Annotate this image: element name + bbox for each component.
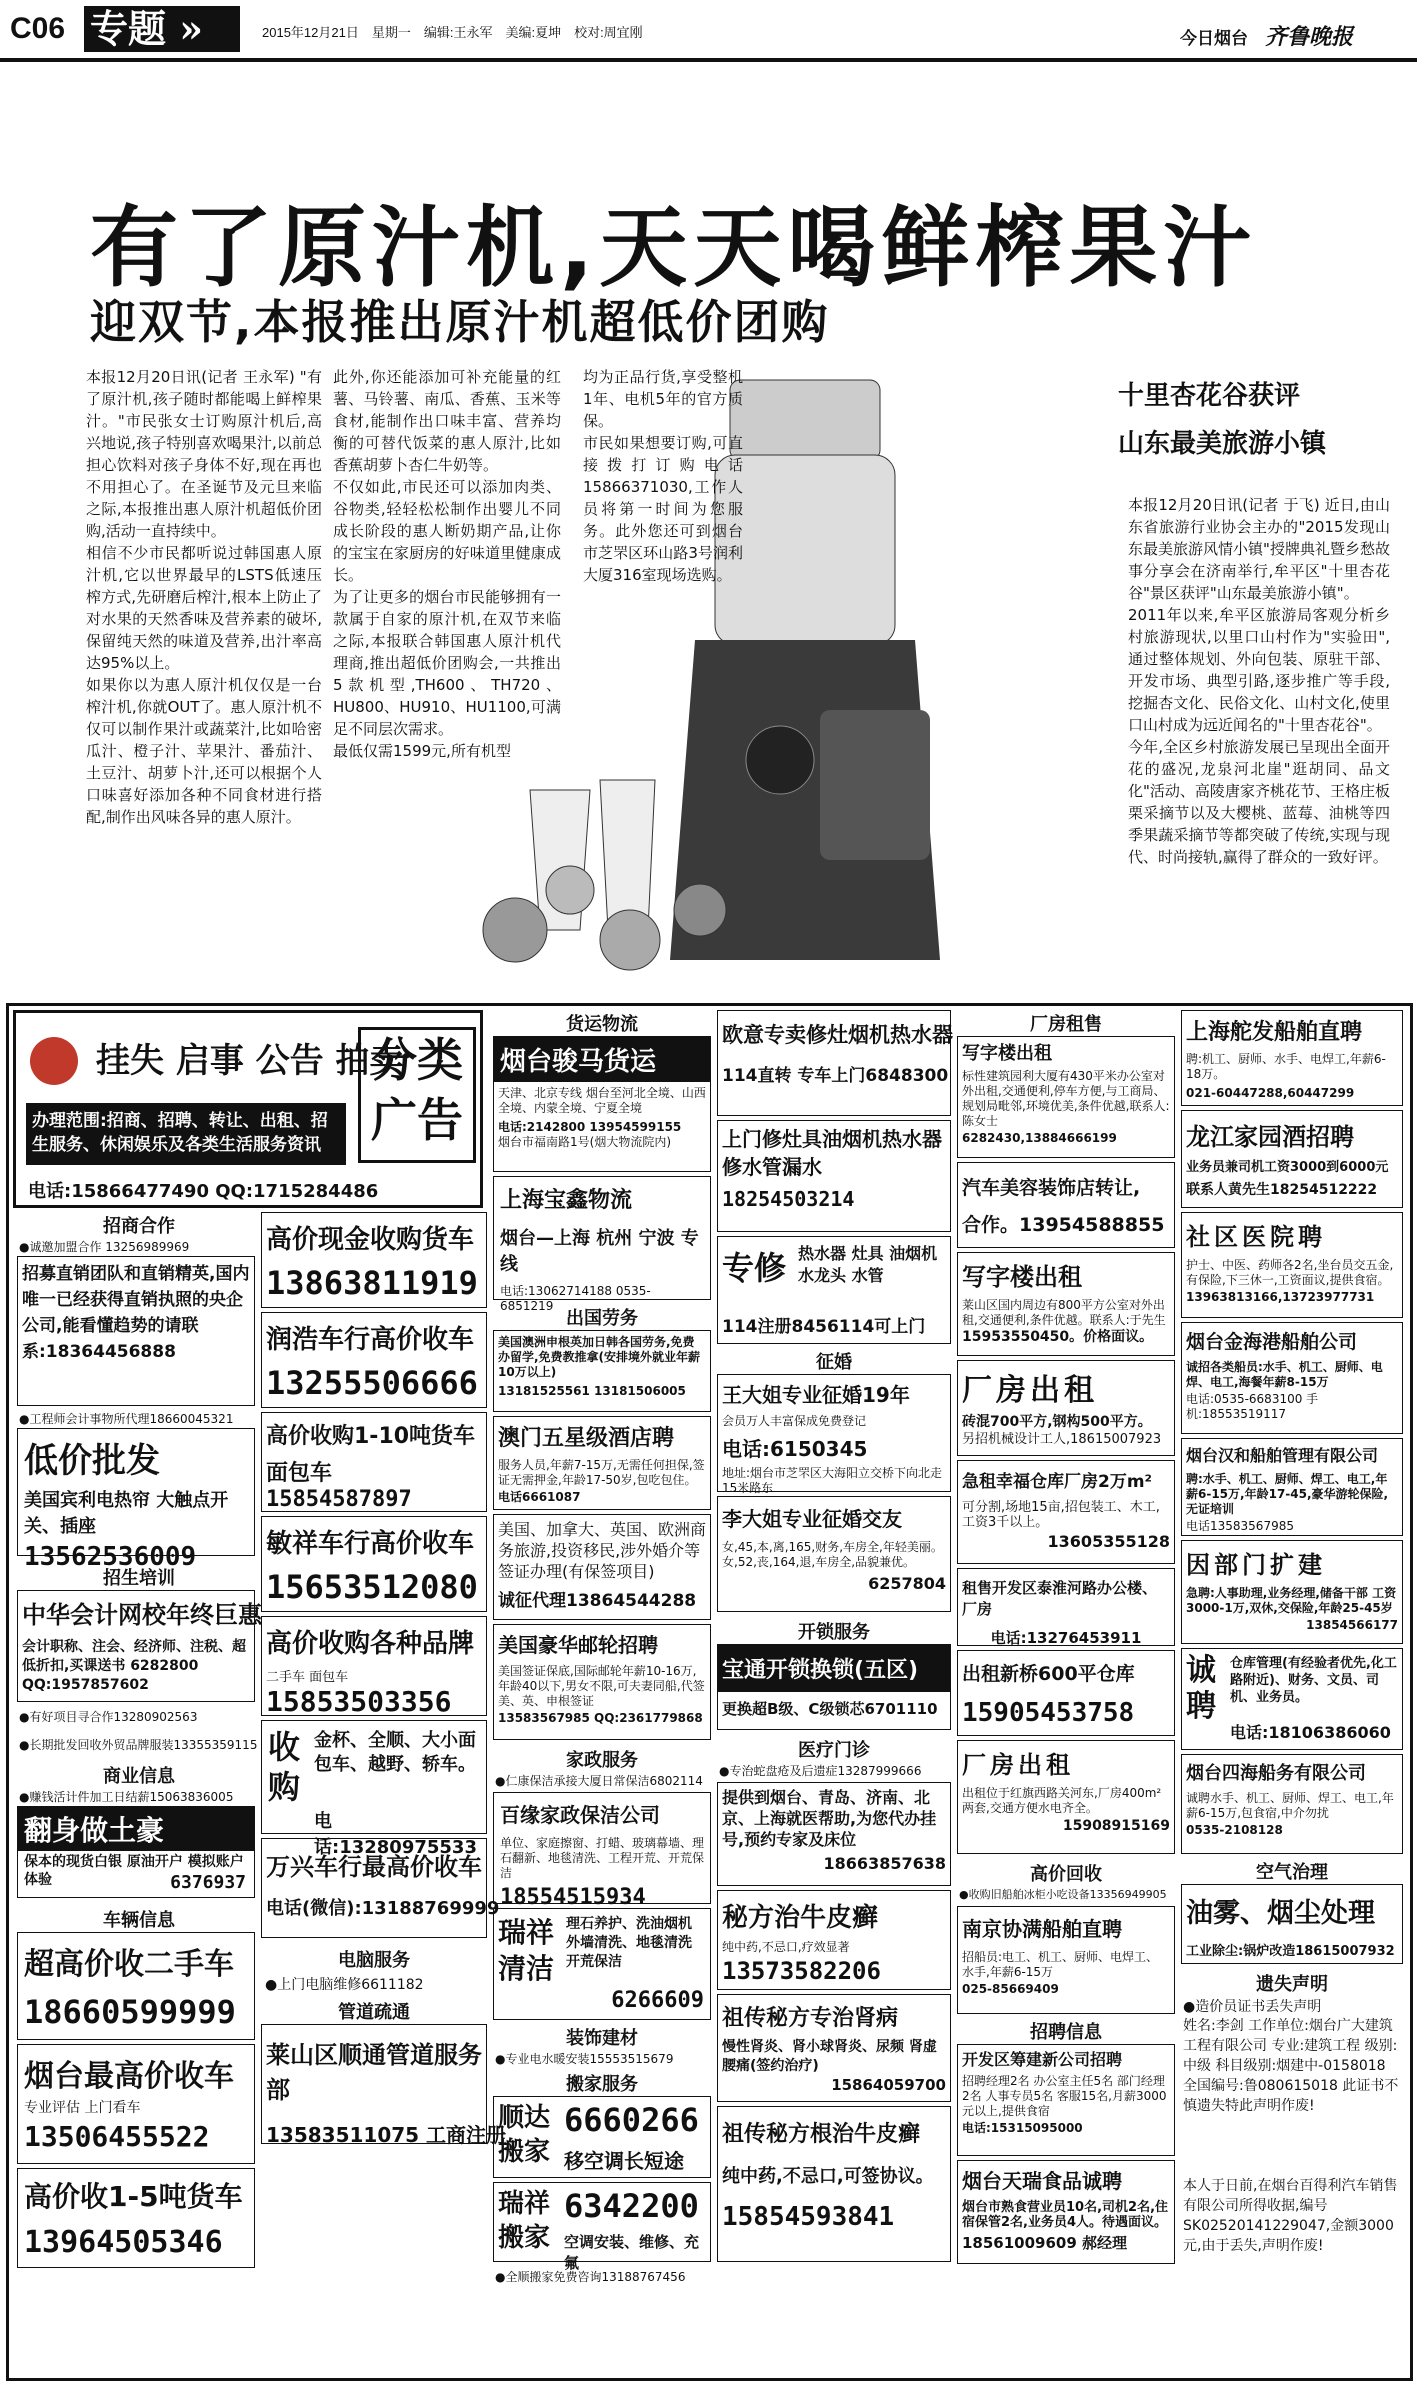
ad-wangdajie-body: 会员万人丰富保成免费登记 bbox=[722, 1414, 867, 1428]
ad-longjiang-title: 龙江家园酒招聘 bbox=[1186, 1123, 1354, 1151]
ad-sihai bbox=[1181, 1754, 1403, 1854]
section-huishou: 高价回收 bbox=[1030, 1864, 1102, 1885]
ad-changfang-2 bbox=[957, 1740, 1175, 1854]
header-meta: 2015年12月21日 星期一 编辑:王永军 美编:夏坤 校对:周宜刚 bbox=[262, 25, 643, 40]
ad-chengpin bbox=[1181, 1648, 1403, 1750]
ad-youwu-tel: 工业除尘:锅炉改造18615007932 bbox=[1186, 1944, 1395, 1959]
double-chevron-icon: » bbox=[179, 6, 203, 51]
dot-ad-11: ●收购旧船舶冰柜小吃设备13356949905 bbox=[959, 1888, 1167, 1901]
ad-youwu bbox=[1181, 1884, 1403, 1964]
ad-runhao-title: 润浩车行高价收车 bbox=[266, 1325, 475, 1355]
ad-youlun-title: 美国豪华邮轮招聘 bbox=[498, 1633, 658, 1657]
ad-xinqiao-title: 出租新桥600平仓库 bbox=[962, 1663, 1135, 1685]
article-col-1: 本报12月20日讯(记者 王永军) "有了原汁机,孩子随时都能喝上鲜榨果汁。"市民张女士订购原汁机后,高兴地说,孩子特别喜欢喝果汁,以前总担心饮料对孩子身体不好,现在再也不用担心了。在圣诞节及元旦来临之际,本报推出惠人原汁机超低价团购,活动一直持续中。 相信不少市民都听说过韩国惠人原汁机,它以世界最早的LSTS低速压榨方式,先研磨后榨汁,根本上防止了对水果的天然香味及营养素的破坏,保留纯天然的味道及营养,出汁率高达95%以上。 如果你以为惠人原汁机仅仅是一台榨汁机,你就OUT了。惠人原汁机不仅可以制作果汁或蔬菜汁,比如哈密瓜汁、橙子汁、苹果汁、番茄汁、土豆汁、胡萝卜汁,还可以根据个人口味喜好添加各种不同食材进行搭配,制作出风味各异的惠人原汁。 bbox=[86, 368, 322, 826]
ad-baoxin-tel: 电话:13062714188 0535-6851219 bbox=[500, 1284, 651, 1313]
ad-kuojian bbox=[1181, 1540, 1403, 1644]
ad-guandao-title: 莱山区顺通管道服务部 bbox=[266, 2041, 482, 2104]
notice-yishi-1: 姓名:李剑 工作单位:烟台广大建筑工程有限公司 专业:建筑工程 级别:中级 科目级别:烟建中-0158018 全国编号:鲁080615018 此证书不慎遗失特此声明作废! bbox=[1183, 2018, 1399, 2114]
ad-junma-body: 天津、北京专线 烟台至河北全境、山西全境、内蒙全境、宁夏全境 bbox=[498, 1086, 706, 1115]
section-banjia: 搬家服务 bbox=[566, 2074, 638, 2095]
ad-xiezilou-1-title: 写字楼出租 bbox=[962, 1043, 1052, 1064]
ad-tuhao-title: 翻身做土豪 bbox=[18, 1807, 254, 1851]
ad-huoche-10t-sub: 面包车 bbox=[266, 1461, 333, 1486]
ad-shangmen-tel: 18254503214 bbox=[722, 1187, 855, 1211]
ad-duofa-tel: 021-60447288,60447299 bbox=[1186, 1086, 1355, 1100]
ad-aomen-tel: 电话6661087 bbox=[498, 1490, 581, 1504]
ad-youwu-title: 油雾、烟尘处理 bbox=[1186, 1898, 1375, 1929]
ad-taihuaihe bbox=[957, 1568, 1175, 1646]
ad-nanjing-title: 南京协满船舶直聘 bbox=[962, 1917, 1122, 1941]
ad-aomen-body: 服务人员,年薪7-15万,无需任何担保,签证无需押金,年龄17-50岁,包吃包住。 bbox=[498, 1458, 705, 1487]
ad-laowu-tel: 13181525561 13181506005 bbox=[498, 1384, 686, 1398]
ad-lidajie-tel: 6257804 bbox=[868, 1574, 946, 1593]
ad-pinpai-tel: 15853503356 bbox=[266, 1685, 452, 1718]
ad-baoxin-title: 上海宝鑫物流 bbox=[500, 1188, 633, 1213]
ad-xiezilou-1-tel: 6282430,13884666199 bbox=[962, 1131, 1117, 1145]
section-chuguo: 出国劳务 bbox=[566, 1308, 638, 1329]
ad-junma-title: 烟台骏马货运 bbox=[494, 1037, 710, 1082]
ad-aomen-title: 澳门五星级酒店聘 bbox=[498, 1426, 675, 1451]
ad-baotong bbox=[717, 1644, 951, 1730]
right-article-title bbox=[1118, 372, 1388, 468]
ad-baiyuan bbox=[493, 1792, 711, 1910]
section-tag bbox=[84, 6, 240, 52]
ad-mifang-title: 秘方治牛皮癣 bbox=[722, 1903, 879, 1933]
ad-kaifaqu-tel: 电话:15315095000 bbox=[962, 2121, 1083, 2135]
ad-qiche-meirong-title: 汽车美容装饰店转让, bbox=[962, 1177, 1141, 1199]
ad-baotong-tel: 更换超B级、C级锁芯6701110 bbox=[722, 1700, 938, 1718]
ad-guandao-tel: 13583511075 工商注册 bbox=[266, 2123, 507, 2147]
ad-baiyuan-tel: 18554515934 bbox=[500, 1885, 646, 1910]
section-diannao: 电脑服务 bbox=[338, 1950, 410, 1971]
ad-baiyuan-body: 单位、家庭擦窗、打蜡、玻璃幕墙、理石翻新、地毯清洗、工程开荒、开荒保洁 bbox=[500, 1836, 705, 1880]
ad-zhuanxiu-body: 热水器 灶具 油烟机 水龙头 水管 bbox=[798, 1244, 938, 1285]
ad-qiche-meirong-tel: 合作。13954588855 bbox=[962, 1214, 1165, 1236]
ad-shougou bbox=[261, 1720, 487, 1858]
section-zhenghun: 征婚 bbox=[816, 1352, 852, 1373]
ad-shougou-title: 收购 bbox=[268, 1728, 301, 1806]
ad-ouyi-title: 欧意专卖修灶烟机热水器 bbox=[722, 1023, 953, 1047]
ad-hanhe-body: 聘:水手、机工、厨师、焊工、电工,年薪6-15万,年龄17-45,豪华游轮保险,无证培训 bbox=[1186, 1472, 1389, 1516]
ad-longjiang bbox=[1181, 1110, 1403, 1208]
ad-xinqiao bbox=[957, 1650, 1175, 1736]
section-shangye: 商业信息 bbox=[103, 1766, 175, 1787]
dot-ad-5: ●赚钱活计件加工日结薪15063836005 bbox=[19, 1790, 234, 1804]
ad-guandao bbox=[261, 2024, 507, 2147]
ad-shougou-tel: 电话:13280975533 bbox=[314, 1811, 477, 1858]
ad-junma-tel: 电话:2142800 13954599155 bbox=[498, 1120, 682, 1134]
ad-pixuan-body: 纯中药,不忌口,可签协议。 bbox=[722, 2166, 934, 2187]
ad-xianjin-title: 高价现金收购货车 bbox=[266, 1225, 475, 1255]
ad-shenbing-tel: 15864059700 bbox=[831, 2076, 946, 2094]
ad-kuaiji bbox=[17, 1590, 262, 1702]
ad-baoxin bbox=[493, 1176, 711, 1313]
ad-xiezilou-1-body: 标性建筑园利大厦有430平米办公室对外出租,交通便利,停车方便,与工商局、规划局毗邻,环境优美,条件优越,联系人:陈女士 bbox=[962, 1069, 1170, 1128]
headline: 有了原汁机,天天喝鲜榨果汁 bbox=[90, 196, 1258, 299]
ad-jiuyi bbox=[717, 1782, 951, 1886]
ad-jiuyi-title: 提供到烟台、青岛、济南、北京、上海就医帮助,为您代办挂号,预约专家及床位 bbox=[722, 1788, 937, 1849]
brand-logo: 齐鲁晚报 bbox=[1265, 24, 1354, 50]
page-header bbox=[0, 0, 1417, 62]
ad-ruixiang-banjia-title: 瑞祥搬家 bbox=[498, 2189, 551, 2253]
juicer-photo bbox=[470, 370, 1030, 970]
ad-shouche-title: 烟台最高价收车 bbox=[24, 2059, 234, 2094]
ad-kuaiji-body: 会计职称、注会、经济师、注税、超低折扣,买课送书 6282800 QQ:1957857602 bbox=[22, 1639, 246, 1693]
banner-title: 挂失 启事 公告 拍卖 bbox=[96, 1041, 404, 1081]
ad-changfang-1 bbox=[957, 1360, 1175, 1456]
ad-qianzheng bbox=[493, 1514, 711, 1620]
ad-shequ bbox=[1181, 1212, 1403, 1318]
ad-xingfu bbox=[957, 1460, 1175, 1564]
ad-tuhao-body: 保本的现货白银 原油开户 模拟账户体验 bbox=[24, 1854, 244, 1888]
ad-tianrui-body: 烟台市熟食营业员10名,司机2名,住宿保管2名,业务员4人。待遇面议。 bbox=[962, 2200, 1169, 2230]
dot-ad-9: ●全顺搬家免费咨询13188767456 bbox=[495, 2270, 686, 2284]
ad-shougou-body: 金杯、全顺、大小面包车、越野、轿车。 bbox=[314, 1730, 476, 1775]
ad-huoche-title: 高价收1-5吨货车 bbox=[24, 2180, 243, 2213]
ad-hanhe-title: 烟台汉和船舶管理有限公司 bbox=[1186, 1446, 1379, 1465]
ad-kaifaqu-title: 开发区筹建新公司招聘 bbox=[962, 2050, 1123, 2069]
ad-xingfu-tel: 13605355128 bbox=[1047, 1532, 1170, 1551]
ad-zhuanxiu-tel: 114注册8456114可上门 bbox=[722, 1317, 926, 1337]
ad-jiuyi-tel: 18663857638 bbox=[823, 1854, 946, 1873]
section-yishi: 遗失声明 bbox=[1256, 1974, 1328, 1995]
ad-tianrui-title: 烟台天瑞食品诚聘 bbox=[962, 2169, 1122, 2193]
ad-mifang-tel: 13573582206 bbox=[722, 1957, 881, 1985]
ad-shequ-tel: 13963813166,13723977731 bbox=[1186, 1290, 1375, 1304]
ad-shenbing-body: 慢性肾炎、肾小球肾炎、尿频 肾虚腰痛(签约治疗) bbox=[722, 2039, 937, 2074]
ad-huoche-10t bbox=[261, 1412, 487, 1512]
ad-xianjin-tel: 13863811919 bbox=[266, 1264, 478, 1302]
ad-duofa-title: 上海舵发船舶直聘 bbox=[1186, 1020, 1363, 1045]
ad-ruixiang-banjia-body: 空调安装、维修、充氟 bbox=[564, 2233, 700, 2272]
ad-xingfu-body: 可分割,场地15亩,招包装工、木工,工资3千以上。 bbox=[962, 1500, 1160, 1530]
banner-tel: 电话:15866477490 QQ:1715284486 bbox=[28, 1181, 379, 1202]
ad-qiche-meirong bbox=[957, 1162, 1175, 1248]
header-rule bbox=[0, 58, 1417, 62]
ad-jinhaigang-title: 烟台金海港船舶公司 bbox=[1186, 1331, 1358, 1353]
notice-yishi-2: 本人于日前,在烟台百得利汽车销售有限公司所得收据,编号SK02520141229047,金额3000元,由于丢失,声明作废! bbox=[1183, 2178, 1398, 2254]
ad-changfang-2-title: 厂房出租 bbox=[962, 1751, 1074, 1779]
ad-huoche-10t-title: 高价收购1-10吨货车 bbox=[266, 1424, 476, 1449]
ad-shunda-tel: 6660266 bbox=[564, 2101, 699, 2139]
ad-lidajie bbox=[717, 1496, 951, 1612]
ad-shunda-title: 顺达搬家 bbox=[498, 2103, 551, 2167]
ad-jinhaigang bbox=[1181, 1322, 1403, 1434]
ad-sihai-tel: 0535-2108128 bbox=[1186, 1823, 1283, 1837]
ad-tuhao-tel: 6376937 bbox=[170, 1872, 246, 1893]
ad-nanjing bbox=[957, 1906, 1175, 2014]
ad-wanxing-title: 万兴车行最高价收车 bbox=[266, 1853, 482, 1881]
ad-xianjin bbox=[261, 1212, 487, 1308]
dot-ad-3: ●有好项目寻合作13280902563 bbox=[19, 1710, 198, 1724]
ad-mifang-body: 纯中药,不忌口,疗效显著 bbox=[722, 1940, 850, 1954]
ad-longjiang-body: 业务员兼司机工资3000到6000元 bbox=[1186, 1160, 1389, 1175]
ad-baoxin-body: 烟台—上海 杭州 宁波 专线 bbox=[500, 1228, 699, 1275]
ad-shangmen bbox=[717, 1120, 951, 1232]
ad-pifa-tel: 13562536009 bbox=[24, 1542, 197, 1572]
ad-ruixiang-qingjie-tel: 6266609 bbox=[611, 1988, 704, 2013]
ad-shenbing-title: 祖传秘方专治肾病 bbox=[722, 2006, 899, 2031]
dot-ad-12: ●造价员证书丢失声明 bbox=[1183, 1999, 1322, 2015]
ad-taihuaihe-tel: 电话:13276453911 bbox=[990, 1629, 1142, 1647]
ad-chengpin-body: 仓库管理(有经验者优先,化工路附近)、财务、文员、司机、业务员。 bbox=[1230, 1656, 1397, 1705]
ad-wangdajie-title: 王大姐专业征婚19年 bbox=[722, 1383, 910, 1407]
ad-kuojian-title: 因部门扩建 bbox=[1186, 1551, 1326, 1579]
ad-youlun bbox=[493, 1624, 711, 1740]
ad-xiezilou-2-tel: 15953550450。价格面议。 bbox=[962, 1329, 1154, 1345]
ad-kaifaqu-body: 招聘经理2名 办公室主任5名 部门经理2名 人事专员5名 客服15名,月薪3000元以上,提供食宿 bbox=[962, 2074, 1167, 2118]
ad-ruixiang-qingjie bbox=[493, 1908, 711, 2020]
dot-ad-4: ●长期批发回收外贸品牌服装13355359115 bbox=[19, 1738, 258, 1752]
section-kongqi: 空气治理 bbox=[1256, 1862, 1328, 1883]
ad-shouche bbox=[17, 2044, 255, 2164]
ad-shequ-body: 护士、中医、药师各2名,坐台员交五金,有保险,下三休一,工资面议,提供食宿。 bbox=[1186, 1258, 1394, 1287]
region-label: 今日烟台 bbox=[1180, 29, 1248, 49]
section-yiliao: 医疗门诊 bbox=[798, 1740, 870, 1761]
section-huoyun: 货运物流 bbox=[566, 1014, 638, 1035]
dot-ad-2: ●工程师会计事物所代理18660045321 bbox=[19, 1412, 234, 1426]
ad-pifa-body: 美国宾利电热帘 大触点开关、插座 bbox=[24, 1490, 229, 1537]
ad-tianrui bbox=[957, 2160, 1175, 2264]
ad-jinhaigang-tel: 电话:0535-6683100 手机:18553519117 bbox=[1186, 1392, 1319, 1421]
subheadline: 迎双节,本报推出原汁机超低价团购 bbox=[90, 295, 830, 349]
ad-xingfu-title: 急租幸福仓库厂房2万m² bbox=[962, 1472, 1152, 1492]
ad-tuhao bbox=[17, 1806, 255, 1898]
ad-ershouche bbox=[17, 1932, 255, 2040]
ad-ruixiang-qingjie-title: 瑞祥清洁 bbox=[498, 1916, 555, 1985]
ad-ruixiang-qingjie-body: 理石养护、洗油烟机 外墙清洗、地毯清洗 开荒保洁 bbox=[566, 1916, 692, 1970]
ad-baiyuan-title: 百缘家政保洁公司 bbox=[500, 1803, 660, 1827]
ad-shunda bbox=[493, 2096, 711, 2178]
ad-zhixiao-text: 招募直销团队和直销精英,国内唯一已经获得直销执照的央企公司,能看懂趋势的请联系:18364456888 bbox=[22, 1264, 250, 1362]
ad-ershouche-tel: 18660599999 bbox=[24, 1993, 236, 2031]
section-zhaoshang: 招商合作 bbox=[103, 1216, 175, 1237]
ad-xiezilou-2-title: 写字楼出租 bbox=[962, 1263, 1082, 1291]
ad-shunda-body: 移空调长短途 bbox=[564, 2149, 684, 2173]
ad-changfang-2-tel: 15908915169 bbox=[1062, 1818, 1170, 1834]
section-zhaosheng: 招生培训 bbox=[103, 1568, 175, 1589]
ad-lidajie-body: 女,45,本,离,165,财务,车房全,年轻美丽。女,52,丧,164,退,车房全,品貌兼优。 bbox=[722, 1540, 943, 1569]
ad-lidajie-title: 李大姐专业征婚交友 bbox=[722, 1507, 902, 1531]
ad-shouche-tel: 13506455522 bbox=[24, 2120, 210, 2153]
ad-kuojian-body: 急聘:人事助理,业务经理,储备干部 工资3000-1万,双休,交保险,年龄25-45岁 bbox=[1186, 1586, 1397, 1615]
ad-minxiang-tel: 15653512080 bbox=[266, 1568, 478, 1606]
section-zhuangxiu: 装饰建材 bbox=[566, 2028, 638, 2049]
dot-ad-6: ●上门电脑维修6611182 bbox=[265, 1977, 424, 1993]
ad-kaifaqu bbox=[957, 2044, 1175, 2156]
section-jiazheng: 家政服务 bbox=[566, 1750, 638, 1771]
ad-duofa-body: 聘:机工、厨师、水手、电焊工,年薪6-18万。 bbox=[1186, 1052, 1386, 1081]
ad-ruixiang-banjia bbox=[493, 2182, 711, 2272]
dot-ad-7: ●仁康保洁承接大厦日常保洁6802114 bbox=[495, 1774, 703, 1788]
ads-banner bbox=[13, 1010, 483, 1208]
ad-minxiang bbox=[261, 1516, 487, 1612]
ad-ouyi bbox=[717, 1010, 951, 1116]
right-article-body: 本报12月20日讯(记者 于飞) 近日,由山东省旅游行业协会主办的"2015发现山东最美旅游风情小镇"授牌典礼暨乡愁故事分享会在济南举行,牟平区"十里杏花谷"景区获评"山东最美旅游小镇"。 2011年以来,牟平区旅游局客观分析乡村旅游现状,以里口山村作为"实验田",通过整体规划、外向包装、原驻干部、开发市场、典型引路,逐步推广等手段,挖掘杏文化、民俗文化、山村文化,使里口山村成为远近闻名的"十里杏花谷"。 今年,全区乡村旅游发展已呈现出全面开花的盛况,龙泉河北崖"逛胡同、品文化"活动、高陵唐家齐桃花节、王格庄板栗采摘节以及大樱桃、蓝莓、油桃等四季果蔬采摘节等都突破了传统,实现与现代、时尚接轨,赢得了群众的一致好评。 bbox=[1128, 496, 1390, 866]
ad-huoche-tel: 13964505346 bbox=[24, 2225, 223, 2260]
ad-hanhe-tel: 电话13583567985 bbox=[1186, 1519, 1294, 1533]
section-label: 专题 bbox=[90, 6, 167, 51]
ad-junma-addr: 烟台市福南路1号(烟大物流院内) bbox=[498, 1135, 671, 1149]
ad-pifa bbox=[17, 1428, 255, 1572]
ad-pixuan-title: 祖传秘方根治牛皮癣 bbox=[722, 2122, 921, 2147]
dot-ad-8: ●专业电水暖安装15553515679 bbox=[495, 2052, 674, 2066]
ad-tianrui-tel: 18561009609 郝经理 bbox=[962, 2234, 1128, 2252]
banner-tag: 分类广告 bbox=[358, 1027, 476, 1163]
ad-changfang-1-title: 厂房出租 bbox=[962, 1373, 1098, 1408]
ad-wangdajie-tel: 电话:6150345 bbox=[722, 1437, 868, 1461]
section-guandao: 管道疏通 bbox=[338, 2002, 410, 2023]
ad-ruixiang-banjia-tel: 6342200 bbox=[564, 2187, 699, 2225]
ad-jinhaigang-body: 诚招各类船员:水手、机工、厨师、电焊、电工,海餐年薪8-15万 bbox=[1186, 1360, 1383, 1389]
ad-xinqiao-tel: 15905453758 bbox=[962, 1698, 1135, 1728]
ad-changfang-2-body: 出租位于红旗西路关河东,厂房400m²两套,交通方便水电齐全。 bbox=[962, 1786, 1162, 1815]
ad-kuojian-tel: 13854566177 bbox=[1306, 1618, 1398, 1632]
ad-sihai-title: 烟台四海船务有限公司 bbox=[1186, 1763, 1366, 1784]
header-right bbox=[1180, 20, 1353, 51]
ad-zhuanxiu bbox=[717, 1236, 951, 1344]
ad-wanxing-tel: 电话(微信):13188769999 bbox=[266, 1898, 500, 1919]
ad-minxiang-title: 敏祥车行高价收车 bbox=[266, 1529, 475, 1559]
classified-ads bbox=[6, 1003, 1413, 2381]
right-title-line-1: 十里杏花谷获评 bbox=[1118, 381, 1301, 411]
ad-xiezilou-2 bbox=[957, 1252, 1175, 1356]
ad-xiezilou-2-body: 莱山区国内周边有800平方公室对外出租,交通便利,条件优越。联系人:于先生 bbox=[962, 1298, 1166, 1327]
ad-ouyi-tel: 114直转 专车上门6848300 bbox=[722, 1066, 949, 1086]
ad-ershouche-title: 超高价收二手车 bbox=[24, 1947, 234, 1982]
ad-junma bbox=[493, 1036, 711, 1172]
ad-wanxing bbox=[261, 1838, 500, 1938]
ad-pinpai-sub: 二手车 面包车 bbox=[266, 1670, 349, 1685]
ad-mifang bbox=[717, 1890, 951, 1990]
article-col-3: 均为正品行货,享受整机1年、电机5年的官方质保。 市民如果想要订购,可直接拨打订购电话15866371030,工作人员将第一时间为您服务。此外您还可到烟台市芝罘区环山路3号润利大厦316室现场选购。 bbox=[583, 368, 743, 584]
ad-aomen bbox=[493, 1416, 711, 1510]
ad-shouche-sub: 专业评估 上门看车 bbox=[24, 2100, 141, 2116]
ad-runhao bbox=[261, 1312, 487, 1408]
ad-nanjing-body: 招船员:电工、机工、厨师、电焊工、水手,年薪6-15万 bbox=[962, 1950, 1159, 1979]
dot-ad-1: ●诚邀加盟合作 13256989969 bbox=[19, 1240, 190, 1254]
ad-nanjing-tel: 025-85669409 bbox=[962, 1982, 1059, 1996]
ad-pinpai-title: 高价收购各种品牌 bbox=[266, 1629, 475, 1659]
ad-xiezilou-1 bbox=[957, 1036, 1175, 1158]
brand-logo-icon bbox=[30, 1037, 78, 1085]
section-zhaopin: 招聘信息 bbox=[1030, 2022, 1102, 2043]
ad-huoche-10t-tel: 15854587897 bbox=[266, 1487, 412, 1512]
ad-zhuanxiu-title: 专修 bbox=[722, 1249, 787, 1287]
ad-pixuan-tel: 15854593841 bbox=[722, 2202, 895, 2232]
ad-shequ-title: 社区医院聘 bbox=[1186, 1223, 1326, 1251]
banner-scope: 办理范围:招商、招聘、转让、出租、招生服务、休闲娱乐及各类生活服务资讯 bbox=[26, 1103, 346, 1165]
ad-duofa bbox=[1181, 1010, 1403, 1106]
ad-laowu bbox=[493, 1330, 711, 1412]
ad-wangdajie bbox=[717, 1374, 951, 1495]
section-kaisuo: 开锁服务 bbox=[798, 1622, 870, 1643]
ad-pifa-title: 低价批发 bbox=[24, 1441, 160, 1481]
ad-taihuaihe-title: 租售开发区泰淮河路办公楼、厂房 bbox=[962, 1579, 1158, 1618]
ad-longjiang-tel: 联系人黄先生18254512222 bbox=[1186, 1182, 1378, 1198]
ad-changfang-1-tel: 另招机械设计工人,18615007923 bbox=[962, 1432, 1162, 1447]
ad-baotong-title: 宝通开锁换锁(五区) bbox=[718, 1645, 950, 1692]
ad-hanhe bbox=[1181, 1438, 1403, 1536]
ad-zhixiao bbox=[17, 1256, 255, 1406]
ad-wangdajie-addr: 地址:烟台市芝罘区大海阳立交桥下向北走15米路东 bbox=[722, 1466, 943, 1495]
ad-sihai-body: 诚聘水手、机工、厨师、焊工、电工,年薪6-15万,包食宿,中介勿扰 bbox=[1186, 1791, 1394, 1820]
ad-qianzheng-body: 美国、加拿大、英国、欧洲商务旅游,投资移民,涉外婚介等签证办理(有保签项目) bbox=[498, 1520, 707, 1581]
dot-ad-10: ●专治蛇盘疮及后遗症13287999666 bbox=[719, 1764, 922, 1778]
ad-youlun-tel: 13583567985 QQ:2361779868 bbox=[498, 1711, 703, 1725]
ad-huoche bbox=[17, 2168, 255, 2268]
ad-pinpai bbox=[261, 1616, 487, 1716]
section-cheliang: 车辆信息 bbox=[103, 1910, 175, 1931]
ad-chengpin-title: 诚聘 bbox=[1186, 1653, 1216, 1724]
ad-runhao-tel: 13255506666 bbox=[266, 1364, 478, 1402]
ad-chengpin-tel: 电话:18106386060 bbox=[1230, 1723, 1391, 1742]
ad-pixuan bbox=[717, 2106, 951, 2262]
ad-changfang-1-body: 砖混700平方,钢构500平方。 bbox=[962, 1414, 1152, 1430]
ad-shangmen-title: 上门修灶具油烟机热水器修水管漏水 bbox=[722, 1127, 942, 1179]
ad-shenbing bbox=[717, 1994, 951, 2102]
ad-qianzheng-tel: 诚征代理13864544288 bbox=[498, 1591, 697, 1611]
page-number: C06 bbox=[10, 12, 66, 45]
section-changfang: 厂房租售 bbox=[1030, 1014, 1102, 1035]
ad-kuaiji-title: 中华会计网校年终巨惠 bbox=[22, 1601, 262, 1629]
ad-youlun-body: 美国签证保底,国际邮轮年薪10-16万,年龄40以下,男女不限,可夫妻同船,代签美、英、申根签证 bbox=[498, 1664, 705, 1708]
ad-laowu-body: 美国澳洲申根英加日韩各国劳务,免费办留学,免费教推拿(安排境外就业年薪10万以上) bbox=[498, 1335, 701, 1379]
right-title-line-2: 山东最美旅游小镇 bbox=[1118, 429, 1327, 459]
article-col-2: 此外,你还能添加可补充能量的红薯、马铃薯、南瓜、香蕉、玉米等食材,能制作出口味丰富、营养均衡的可替代饭菜的惠人原汁,比如香蕉胡萝卜杏仁牛奶等。 不仅如此,市民还可以添加肉类、谷物类,轻轻松松制作出婴儿不同成长阶段的惠人断奶期产品,让你的宝宝在家厨房的好味道里健康成长。 为了让更多的烟台市民能够拥有一款属于自家的原汁机,在双节来临之际,本报联合韩国惠人原汁机代理商,推出超低价团购会,一共推出5款机型,TH600、TH720、HU800、HU910、HU1100,可满足不同层次需求。 最低仅需1599元,所有机型 bbox=[333, 368, 561, 760]
